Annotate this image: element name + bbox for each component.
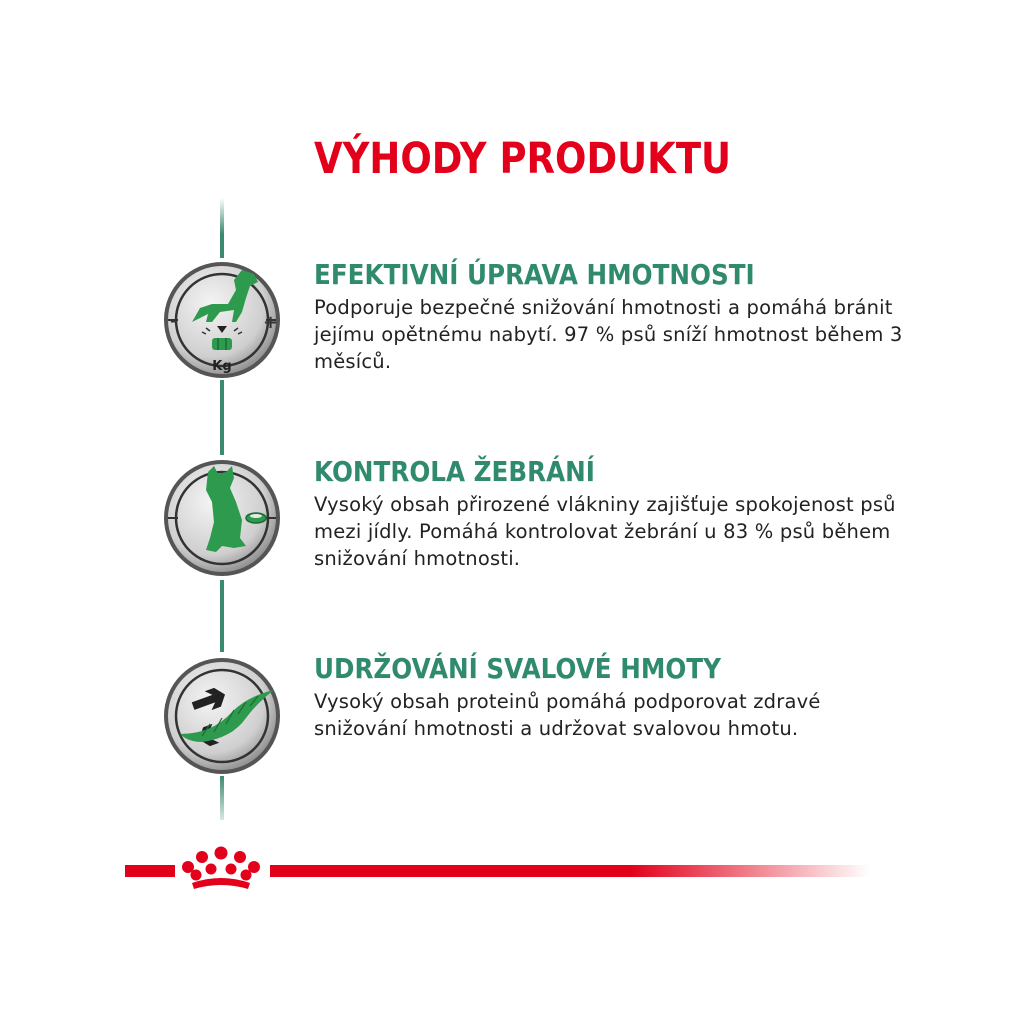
timeline-line xyxy=(220,380,224,455)
timeline-line xyxy=(220,580,224,652)
royal-canin-crown-logo xyxy=(178,843,264,893)
page-title: VÝHODY PRODUKTU xyxy=(314,134,732,184)
timeline-line xyxy=(220,776,224,820)
svg-text:–: – xyxy=(170,311,178,330)
benefit-text: Podporuje bezpečné snižování hmotnosti a pomáhá bránit jejímu opětnému nabytí. 97 % psů sníží hmotnost během 3 měsíců. xyxy=(314,296,903,373)
benefit-text: Vysoký obsah přirozené vlákniny zajišťuje spokojenost psů mezi jídly. Pomáhá kontrolovat žebrání u 83 % psů během snižování hmotnosti. xyxy=(314,493,896,570)
benefit-weight-management xyxy=(314,258,934,375)
brand-bar-left xyxy=(125,865,175,877)
muscle-arrows-icon xyxy=(162,656,282,776)
brand-bar-right xyxy=(270,865,870,877)
benefit-text: Vysoký obsah proteinů pomáhá podporovat zdravé snižování hmotnosti a udržovat svalovou hmotu. xyxy=(314,690,821,740)
benefit-heading: UDRŽOVÁNÍ SVALOVÉ HMOTY xyxy=(314,652,721,685)
benefit-heading: EFEKTIVNÍ ÚPRAVA HMOTNOSTI xyxy=(314,258,755,291)
svg-text:+: + xyxy=(263,312,279,333)
benefit-heading: KONTROLA ŽEBRÁNÍ xyxy=(314,455,595,488)
benefit-begging-control xyxy=(314,455,934,572)
sitting-dog-bowl-icon xyxy=(162,458,282,578)
kg-label: Kg xyxy=(212,359,232,374)
timeline-line xyxy=(220,198,224,258)
dog-weight-scale-icon xyxy=(162,260,282,380)
benefit-muscle-mass xyxy=(314,652,934,742)
